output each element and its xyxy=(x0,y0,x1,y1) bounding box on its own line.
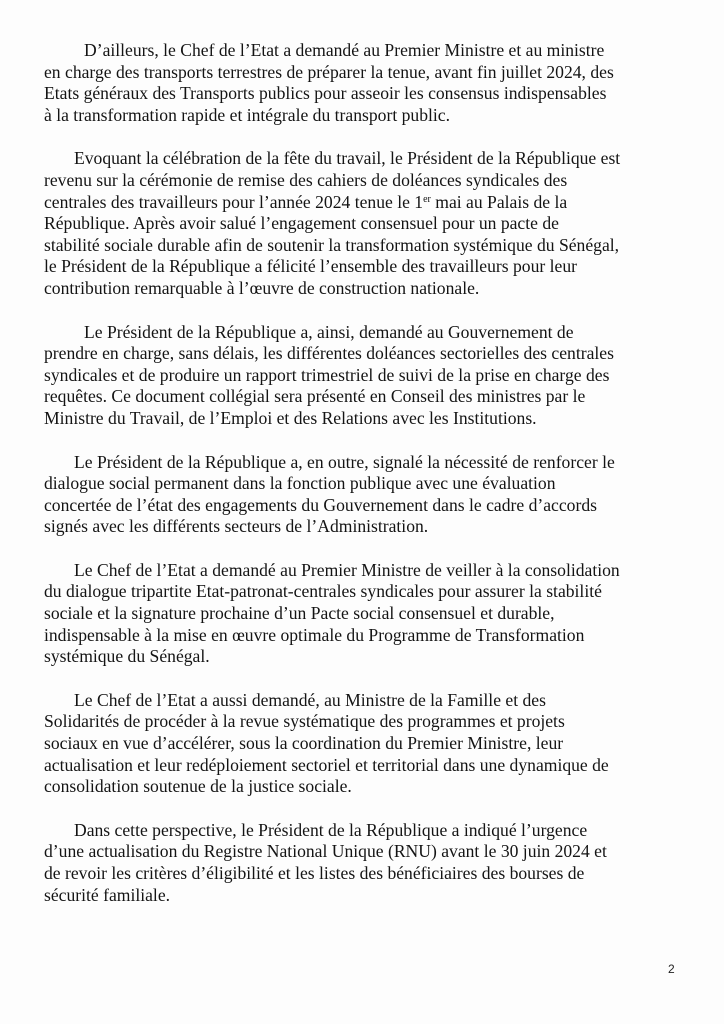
text-line: Evoquant la célébration de la fête du travail, le Président de la République est xyxy=(74,148,621,169)
page-number: 2 xyxy=(668,962,675,976)
text-line: dialogue social permanent dans la fonction publique avec une évaluation xyxy=(44,473,556,494)
text-line: Dans cette perspective, le Président de la République a indiqué l’urgence xyxy=(74,819,588,840)
text-line: du dialogue tripartite Etat-patronat-centrales syndicales pour assurer la stabilité xyxy=(44,581,602,602)
text-line: concertée de l’état des engagements du Gouvernement dans le cadre d’accords xyxy=(44,494,597,515)
text-line: signés avec les différents secteurs de l’Administration. xyxy=(44,516,429,537)
text-line: à la transformation rapide et intégrale du transport public. xyxy=(44,104,450,125)
text-line: sociaux en vue d’accélérer, sous la coordination du Premier Ministre, leur xyxy=(44,733,564,754)
text-line: actualisation et leur redéploiement sectoriel et territorial dans une dynamique de xyxy=(44,754,609,775)
text-segment: centrales des travailleurs pour l’année 2024 tenue le 1 xyxy=(44,191,424,212)
text-line: Ministre du Travail, de l’Emploi et des Relations avec les Institutions. xyxy=(44,407,537,428)
paragraph-rnu xyxy=(44,820,682,906)
paragraph-transports xyxy=(44,40,682,126)
paragraph-dialogue-social xyxy=(44,452,682,538)
text-line: de revoir les critères d’éligibilité et les listes des bénéficiaires des bourses de xyxy=(44,863,585,883)
text-line: syndicales et de produire un rapport trimestriel de suivi de la prise en charge des xyxy=(44,364,610,385)
paragraph-fete-du-travail xyxy=(44,148,682,299)
text-line: Le Chef de l’Etat a demandé au Premier Ministre de veiller à la consolidation xyxy=(74,559,620,580)
text-line: sécurité familiale. xyxy=(44,884,171,905)
paragraph-famille-solidarites xyxy=(44,690,682,798)
text-line: Le Président de la République a, en outre, signalé la nécessité de renforcer le xyxy=(74,451,615,472)
text-line: contribution remarquable à l’œuvre de construction nationale. xyxy=(44,277,480,298)
text-line: requêtes. Ce document collégial sera présenté en Conseil des ministres par le xyxy=(44,386,586,407)
text-line: D’ailleurs, le Chef de l’Etat a demandé au Premier Ministre et au ministre xyxy=(84,40,605,60)
text-line: Solidarités de procéder à la revue systématique des programmes et projets xyxy=(44,711,565,732)
text-line: sociale et la signature prochaine d’un Pacte social consensuel et durable, xyxy=(44,603,555,624)
text-line: le Président de la République a félicité l’ensemble des travailleurs pour leur xyxy=(44,256,578,277)
text-line: systémique du Sénégal. xyxy=(44,646,210,667)
paragraph-doleances xyxy=(44,322,682,430)
text-line: République. Après avoir salué l’engagement consensuel pour un pacte de xyxy=(44,213,559,234)
text-line: indispensable à la mise en œuvre optimale du Programme de Transformation xyxy=(44,624,585,645)
text-line: consolidation soutenue de la justice sociale. xyxy=(44,776,352,797)
text-line: stabilité sociale durable afin de soutenir la transformation systémique du Sénégal, xyxy=(44,234,620,255)
paragraph-pacte-social xyxy=(44,560,682,668)
text-line: revenu sur la cérémonie de remise des cahiers de doléances syndicales des xyxy=(44,169,568,190)
text-segment: mai au Palais de la xyxy=(430,191,568,212)
ordinal-superscript: er xyxy=(423,193,431,205)
text-line: d’une actualisation du Registre National Unique (RNU) avant le 30 juin 2024 et xyxy=(44,841,607,862)
text-line: en charge des transports terrestres de préparer la tenue, avant fin juillet 2024, des xyxy=(44,61,614,82)
text-line: Le Chef de l’Etat a aussi demandé, au Ministre de la Famille et des xyxy=(74,689,546,710)
text-line: prendre en charge, sans délais, les différentes doléances sectorielles des centrales xyxy=(44,343,614,364)
text-line: Le Président de la République a, ainsi, demandé au Gouvernement de xyxy=(84,321,574,342)
document-body xyxy=(44,40,682,928)
text-line xyxy=(44,192,682,214)
text-line: Etats généraux des Transports publics pour asseoir les consensus indispensables xyxy=(44,83,607,104)
